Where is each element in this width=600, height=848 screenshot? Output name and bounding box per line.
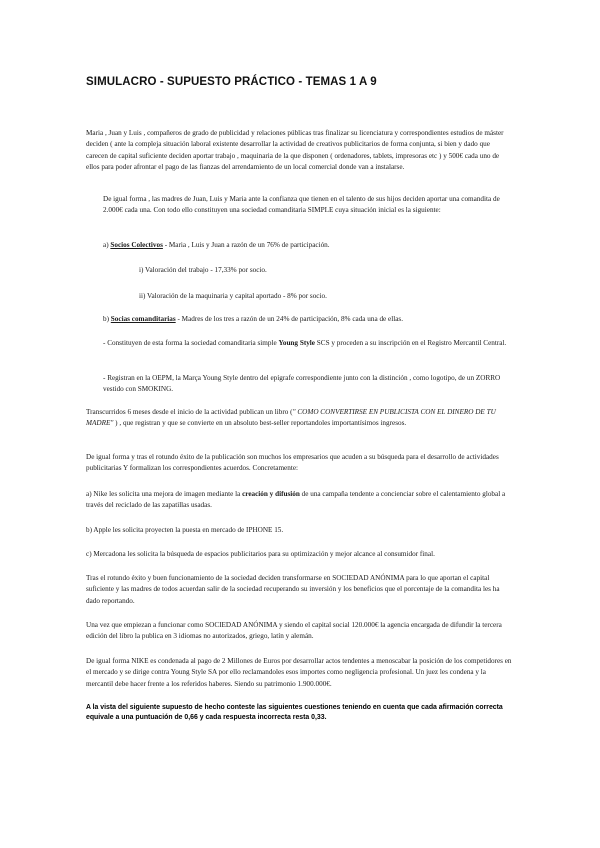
- page-title: SIMULACRO - SUPUESTO PRÁCTICO - TEMAS 1 A 9: [86, 76, 377, 88]
- constituyen-post: SCS y proceden a su inscripción en el Registro Mercantil Central.: [315, 339, 507, 347]
- list-marker: a): [103, 241, 111, 249]
- socias-comanditarias-text: - Madres de los tres a razón de un 24% de participación, 8% cada una de ellas.: [175, 315, 404, 323]
- paragraph-condenada: De igual forma NIKE es condenada al pago de 2 Millones de Euros por desarrollar actos tendentes a menoscabar la posición de los competidores en el mercado y se dirige contra Young Style SA por ello reclamandoles esos importes como negligencia profesional. Un juez les condena y la mercantil debe hacer frente a los referidos haberes. Siendo su patrimonio 1.900.000€.: [86, 657, 512, 688]
- list-item-apple: b) Apple les solicita proyecten la puesta en mercado de IPHONE 15.: [86, 526, 284, 534]
- nike-pre: a) Nike les solicita una mejora de imagen mediante la: [86, 490, 243, 498]
- list-marker: b): [103, 315, 111, 323]
- socias-comanditarias-label: Socias comanditarias: [110, 315, 176, 323]
- list-item-valoracion-maquinaria: ii) Valoración de la maquinaria y capital aportado - 8% por socio.: [139, 292, 327, 300]
- paragraph-sociedad-anonima: Una vez que empiezan a funcionar como SOCIEDAD ANÓNIMA y siendo el capital social 120.000€ la agencia encargada de difundir la tercera edición del libro la publica en 3 idiomas no autorizados, griego, latín y alemán.: [86, 621, 502, 641]
- paragraph-transcurridos: [86, 407, 512, 430]
- list-item-valoracion-trabajo: i) Valoración del trabajo - 17,33% por socio.: [139, 266, 267, 274]
- nike-post: de una campaña tendente a concienciar sobre el calentamiento global a través del reciclado de las zapatillas usadas.: [86, 490, 506, 510]
- list-item-nike: [86, 489, 512, 512]
- list-item-mercadona: c) Mercadona les solicita la búsqueda de espacios publicitarios para su optimización y mejor alcance al consumidor final.: [86, 550, 435, 558]
- list-item-socias-comanditarias: [103, 314, 513, 325]
- paragraph-exito: De igual forma y tras el rotundo éxito de la publicación son muchos los empresarios que acuden a su búsqueda para el desarrollo de actividades publicitarias Y formalizan los correspondientes acuerdos. Concretamente:: [86, 453, 499, 473]
- nike-bold: creación y difusión: [242, 490, 300, 498]
- paragraph-madres: De igual forma , las madres de Juan, Luis y Maria ante la confianza que tienen en el talento de sus hijos deciden aportar una comandita de 2.000€ cada una. Con todo ello constituyen una sociedad comanditaria SIMPLE cuya situación inicial es la siguiente:: [103, 195, 500, 215]
- brand-young-style: Young Style: [278, 339, 315, 347]
- paragraph-intro: Maria , Juan y Luis , compañeros de grado de publicidad y relaciones públicas tras finalizar su licenciatura y correspondientes estudios de máster deciden ( ante la compleja situación laboral existente desarrollar la actividad de creativos publicitarios de forma conjunta, si bien y dado que carecen de capital suficiente deciden aportar trabajo , maquinaria de la que disponen ( ordenadores, tablets, impresoras etc ) y 500€ cada uno de ellos para poder afrontar el pago de las fianzas del arrendamiento de un local comercial donde van a instalarse.: [86, 129, 504, 171]
- list-item-socios-colectivos: [103, 240, 513, 251]
- paragraph-instrucciones: A la vista del siguiente supuesto de hecho conteste las siguientes cuestiones teniendo en cuenta que cada afirmación correcta equivale a una puntuación de 0,66 y cada respuesta incorrecta resta 0,33.: [86, 704, 503, 722]
- paragraph-transformarse: Tras el rotundo éxito y buen funcionamiento de la sociedad deciden transformarse en SOCIEDAD ANÓNIMA para lo que aportan el capital suficiente y las madres de todos acuerdan salir de la sociedad recuperando su inversión y los beneficios que el porcentaje de la comandita les ha dado reportando.: [86, 574, 500, 605]
- paragraph-constituyen: [103, 338, 513, 349]
- socios-colectivos-text: - Maria , Luis y Juan a razón de un 76% de participación.: [162, 241, 330, 249]
- paragraph-registran: - Registran en la OEPM, la Marça Young Style dentro del epígrafe correspondiente junto con la distinción , como logotipo, de un ZORRO vestido con SMOKING.: [103, 374, 501, 394]
- transcurridos-post: ) , que registran y que se convierte en un absoluto best-seller reportandoles importantísimos ingresos.: [113, 419, 407, 428]
- transcurridos-pre: Transcurridos 6 meses desde el inicio de la actividad publican un libro (: [86, 408, 293, 416]
- socios-colectivos-label: Socios Colectivos: [110, 241, 163, 249]
- book-title: " COMO CONVERTIRSE EN PUBLICISTA CON EL DINERO DE TU MADRE": [86, 408, 496, 428]
- constituyen-pre: - Constituyen de esta forma la sociedad comanditaria simple: [103, 339, 279, 347]
